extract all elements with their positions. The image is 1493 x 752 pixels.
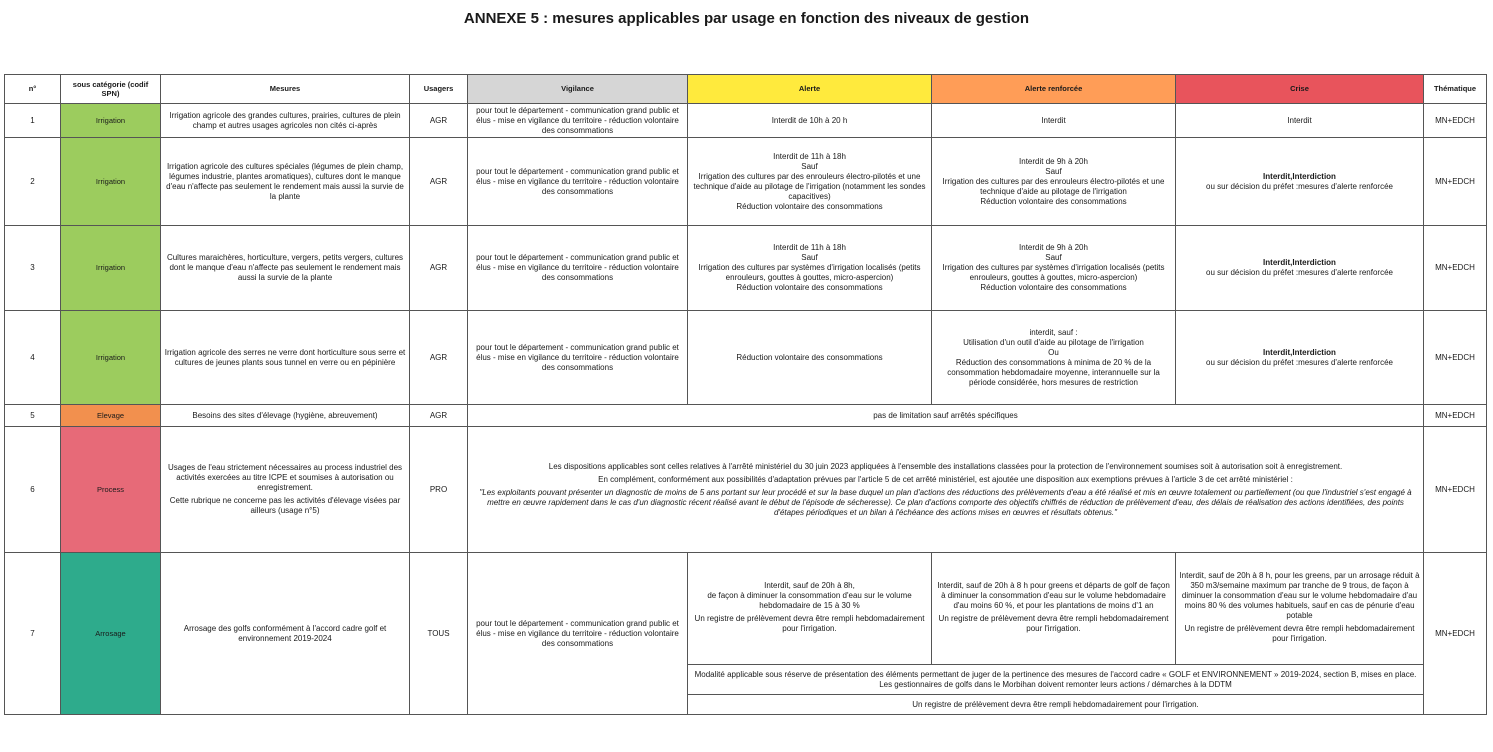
modalite-cell: Modalité applicable sous réserve de présentation des éléments permettant de juger de la pertinence des mesures de l'accord cadre « GOLF et ENVIRONNEMENT » 2019-2024, section B, mises en place. Les gestionnaires de golfs dans le Morbihan doivent remonter leurs actions / démarches à la DDTM xyxy=(688,665,1424,695)
alerte-line: de façon à diminuer la consommation d'eau sur le volume hebdomadaire de 15 à 30 % xyxy=(707,590,912,610)
crise-line: ou sur décision du préfet :mesures d'alerte renforcée xyxy=(1206,268,1393,277)
alerte-renforcee-cell xyxy=(932,553,1176,665)
table-row xyxy=(5,226,1487,311)
merged-levels-cell xyxy=(468,427,1424,553)
category-cell: Process xyxy=(61,427,161,553)
row-num: 5 xyxy=(5,405,61,427)
crise-cell xyxy=(1176,138,1424,226)
alerte-cell: Interdit de 10h à 20 h xyxy=(688,104,932,138)
header-row xyxy=(5,75,1487,104)
alerte-renforcee-line: Interdit de 9h à 20h xyxy=(1019,156,1088,166)
alerte-cell: Réduction volontaire des consommations xyxy=(688,311,932,405)
vigilance-cell: pour tout le département - communication grand public et élus - mise en vigilance du territoire - réduction volontaire des consommations xyxy=(468,553,688,715)
crise-line: ou sur décision du préfet :mesures d'alerte renforcée xyxy=(1206,357,1393,367)
crise-bold: Interdit,Interdiction xyxy=(1263,347,1336,357)
header-alerte: Alerte xyxy=(688,75,932,104)
row-num: 1 xyxy=(5,104,61,138)
alerte-line: Réduction volontaire des consommations xyxy=(736,201,883,211)
crise-line: ou sur décision du préfet :mesures d'alerte renforcée xyxy=(1206,181,1393,191)
mesures-cell: Besoins des sites d'élevage (hygiène, abreuvement) xyxy=(161,405,410,427)
crise-cell xyxy=(1176,553,1424,665)
thematique-cell: MN+EDCH xyxy=(1424,138,1487,226)
alerte-line: Un registre de prélèvement devra être rempli hebdomadairement pour l'irrigation. xyxy=(694,613,925,633)
header-alerte-renforcee: Alerte renforcée xyxy=(932,75,1176,104)
alerte-renforcee-line: Réduction volontaire des consommations xyxy=(980,283,1127,292)
usagers-cell: AGR xyxy=(410,226,468,311)
category-cell: Irrigation xyxy=(61,104,161,138)
crise-line: Un registre de prélèvement devra être rempli hebdomadairement pour l'irrigation. xyxy=(1184,623,1415,643)
table-row xyxy=(5,427,1487,553)
alerte-renforcee-line: Ou xyxy=(1048,347,1059,357)
merged-paragraph: En complément, conformément aux possibilités d'adaptation prévues par l'article 5 de cet arrêté ministériel, est ajoutée une disposition aux exemptions prévues à l'article 3 de cet arrêté ministériel : xyxy=(598,474,1293,484)
vigilance-cell: pour tout le département - communication grand public et élus - mise en vigilance du territoire - réduction volontaire des consommations xyxy=(468,138,688,226)
row-num: 6 xyxy=(5,427,61,553)
alerte-line: Sauf xyxy=(801,161,818,171)
alerte-renforcee-line: Irrigation des cultures par des enrouleurs électro-pilotés et une technique d'aide au pilotage de l'irrigation xyxy=(942,176,1165,196)
alerte-line: Irrigation des cultures par des enrouleurs électro-pilotés et une technique d'aide au pilotage de l'irrigation (notamment les sondes capacitives) xyxy=(693,171,926,201)
usagers-cell: TOUS xyxy=(410,553,468,715)
alerte-line: Sauf xyxy=(801,253,818,262)
row-num: 7 xyxy=(5,553,61,715)
page-title: ANNEXE 5 : mesures applicables par usage en fonction des niveaux de gestion xyxy=(463,10,1030,27)
alerte-renforcee-line: Réduction volontaire des consommations xyxy=(980,196,1127,206)
category-cell: Arrosage xyxy=(61,553,161,715)
mesures-cell: Irrigation agricole des grandes cultures, prairies, cultures de plein champ et autres usages agricoles non cités ci-après xyxy=(161,104,410,138)
usagers-cell: AGR xyxy=(410,311,468,405)
alerte-renforcee-line: Sauf xyxy=(1045,166,1062,176)
row-num: 2 xyxy=(5,138,61,226)
crise-bold: Interdit,Interdiction xyxy=(1263,258,1336,267)
table-row xyxy=(5,311,1487,405)
crise-cell xyxy=(1176,311,1424,405)
alerte-renforcee-line: Un registre de prélèvement devra être rempli hebdomadairement pour l'irrigation. xyxy=(938,613,1169,633)
alerte-renforcee-cell: Interdit xyxy=(932,104,1176,138)
merged-paragraph-quote: "Les exploitants pouvant présenter un diagnostic de moins de 5 ans portant sur leur procédé et sur la base duquel un plan d'actions des réductions des prélèvements d'eau a été réalisé et mis en œuvre totalement ou partiellement (ou que l'industriel s'est engagé à mettre en œuvre rapidement dans le cas d'un diagnostic récent réalisé avant le début de l'épisode de sécheresse). Ce plan d'actions comporte des objectifs chiffrés de réduction de prélèvement d'eau, des délais de réalisation des actions identifiées, des points d'étapes périodiques et un bilan à l'échéance des actions mises en œuvres et résultats obtenus." xyxy=(479,487,1412,517)
merged-paragraph: Les dispositions applicables sont celles relatives à l'arrêté ministériel du 30 juin 2023 appliquées à l'ensemble des installations classées pour la protection de l'environnement soumises soit à autorisation soit à enregistrement. xyxy=(548,461,1343,471)
mesures-paragraph: Usages de l'eau strictement nécessaires au process industriel des activités exercées au titre ICPE et soumises à autorisation ou enregistrement. xyxy=(167,463,403,492)
crise-line: Interdit, sauf de 20h à 8 h, pour les greens, par un arrosage réduit à 350 m3/semaine maximum par tranche de 9 trous, de façon à diminuer la consommation d'eau sur le volume hebdomadaire d'au moins 80 % des volumes habituels, sauf en cas de pénurie d'eau potable xyxy=(1179,570,1420,620)
thematique-cell: MN+EDCH xyxy=(1424,226,1487,311)
alerte-renforcee-cell xyxy=(932,311,1176,405)
crise-cell xyxy=(1176,226,1424,311)
thematique-cell: MN+EDCH xyxy=(1424,104,1487,138)
crise-cell: Interdit xyxy=(1176,104,1424,138)
row-num: 4 xyxy=(5,311,61,405)
mesures-paragraph: Cette rubrique ne concerne pas les activités d'élevage visées par ailleurs (usage n°5) xyxy=(169,496,401,515)
alerte-line: Irrigation des cultures par systèmes d'irrigation localisés (petits enrouleurs, gouttes à gouttes, micro-aspercion) xyxy=(698,263,921,282)
mesures-cell: Cultures maraichères, horticulture, vergers, petits vergers, cultures dont le manque d'eau n'affecte pas seulement le rendement mais aussi la survie de la plante xyxy=(161,226,410,311)
thematique-cell: MN+EDCH xyxy=(1424,405,1487,427)
measures-table xyxy=(4,74,1487,715)
category-cell: Irrigation xyxy=(61,138,161,226)
mesures-cell: Irrigation agricole des serres ne verre dont horticulture sous serre et cultures de jeunes plants sous tunnel en verre ou en pépinière xyxy=(161,311,410,405)
header-sous-categorie: sous catégorie (codif SPN) xyxy=(61,75,161,104)
alerte-cell xyxy=(688,553,932,665)
table-row xyxy=(5,104,1487,138)
alerte-renforcee-line: Utilisation d'un outil d'aide au pilotage de l'irrigation xyxy=(963,337,1144,347)
vigilance-cell: pour tout le département - communication grand public et élus - mise en vigilance du territoire - réduction volontaire des consommations xyxy=(468,226,688,311)
mesures-cell: Irrigation agricole des cultures spéciales (légumes de plein champ, légumes industrie, plantes aromatiques), cultures dont le manque d'eau n'affecte pas seulement le rendement mais aussi la survie de la plante xyxy=(161,138,410,226)
alerte-cell xyxy=(688,138,932,226)
usagers-cell: PRO xyxy=(410,427,468,553)
thematique-cell: MN+EDCH xyxy=(1424,553,1487,715)
table-row xyxy=(5,138,1487,226)
alerte-renforcee-line: Irrigation des cultures par systèmes d'irrigation localisés (petits enrouleurs, gouttes à gouttes, micro-aspercion) xyxy=(942,263,1165,282)
header-crise: Crise xyxy=(1176,75,1424,104)
category-cell: Irrigation xyxy=(61,311,161,405)
vigilance-cell: pour tout le département - communication grand public et élus - mise en vigilance du territoire - réduction volontaire des consommations xyxy=(468,311,688,405)
header-thematique: Thématique xyxy=(1424,75,1487,104)
category-cell: Elevage xyxy=(61,405,161,427)
vigilance-cell: pour tout le département - communication grand public et élus - mise en vigilance du territoire - réduction volontaire des consommations xyxy=(468,104,688,138)
header-mesures: Mesures xyxy=(161,75,410,104)
header-usagers: Usagers xyxy=(410,75,468,104)
category-cell: Irrigation xyxy=(61,226,161,311)
alerte-line: Interdit de 11h à 18h xyxy=(773,151,846,161)
alerte-renforcee-cell xyxy=(932,226,1176,311)
alerte-renforcee-line: interdit, sauf : xyxy=(1029,327,1078,337)
alerte-line: Réduction volontaire des consommations xyxy=(736,283,883,292)
alerte-renforcee-line: Réduction des consommations à minima de 20 % de la consommation hebdomadaire moyenne, interannuelle sur la période considérée, hors mesures de restriction xyxy=(947,357,1160,387)
alerte-line: Interdit, sauf de 20h à 8h, xyxy=(764,580,855,590)
thematique-cell: MN+EDCH xyxy=(1424,427,1487,553)
thematique-cell: MN+EDCH xyxy=(1424,311,1487,405)
header-num: n° xyxy=(5,75,61,104)
alerte-renforcee-line: Interdit de 9h à 20h xyxy=(1019,243,1088,252)
usagers-cell: AGR xyxy=(410,138,468,226)
alerte-cell xyxy=(688,226,932,311)
merged-levels-cell: pas de limitation sauf arrêtés spécifiques xyxy=(468,405,1424,427)
row-num: 3 xyxy=(5,226,61,311)
usagers-cell: AGR xyxy=(410,104,468,138)
alerte-renforcee-line: Interdit, sauf de 20h à 8 h pour greens et départs de golf de façon à diminuer la consommation d'eau sur le volume hebdomadaire d'au moins 60 %, et pour les plantations de moins d'1 an xyxy=(937,580,1170,610)
alerte-renforcee-cell xyxy=(932,138,1176,226)
mesures-cell: Arrosage des golfs conformément à l'accord cadre golf et environnement 2019-2024 xyxy=(161,553,410,715)
table-row xyxy=(5,405,1487,427)
registre-cell: Un registre de prélèvement devra être rempli hebdomadairement pour l'irrigation. xyxy=(688,695,1424,715)
header-vigilance: Vigilance xyxy=(468,75,688,104)
mesures-cell xyxy=(161,427,410,553)
crise-bold: Interdit,Interdiction xyxy=(1263,171,1336,181)
alerte-line: Interdit de 11h à 18h xyxy=(773,243,846,252)
alerte-renforcee-line: Sauf xyxy=(1045,253,1062,262)
usagers-cell: AGR xyxy=(410,405,468,427)
table-row xyxy=(5,553,1487,665)
